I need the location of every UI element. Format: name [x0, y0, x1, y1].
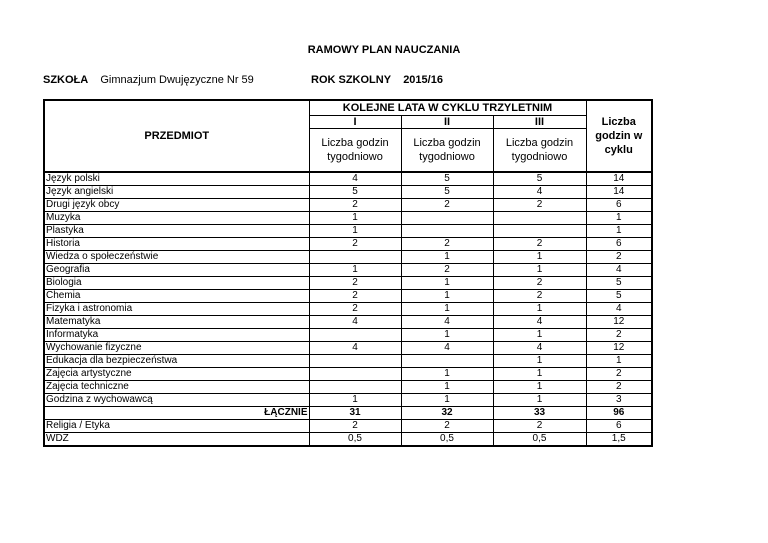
year-2-hours: 2 [401, 264, 493, 277]
weekly-hours-header-2: Liczba godzin tygodniowo [401, 128, 493, 172]
school-year-info [311, 74, 443, 86]
table-row [44, 329, 652, 342]
year-2-hours: 2 [401, 238, 493, 251]
year-3-hours [493, 212, 586, 225]
school-label: SZKOŁA [43, 74, 89, 86]
school-info [43, 74, 254, 86]
subject-name: Geografia [44, 264, 309, 277]
year-2-hours: 1 [401, 251, 493, 264]
cycle-total-hours: 12 [586, 316, 652, 329]
cycle-total-header: Liczba godzin w cyklu [586, 100, 652, 172]
subject-name: Matematyka [44, 316, 309, 329]
year-3-hours [493, 225, 586, 238]
subject-name: Muzyka [44, 212, 309, 225]
year-2-hours: 1 [401, 303, 493, 316]
table-row [44, 316, 652, 329]
cycle-total-hours: 4 [586, 303, 652, 316]
year-1-hours: 4 [309, 172, 401, 186]
cycle-total-hours: 2 [586, 381, 652, 394]
cycle-total-hours: 6 [586, 238, 652, 251]
subject-name: Plastyka [44, 225, 309, 238]
subject-name: Wychowanie fizyczne [44, 342, 309, 355]
cycle-total-hours: 4 [586, 264, 652, 277]
year-3-hours: 4 [493, 316, 586, 329]
table-row [44, 303, 652, 316]
year-1-hours [309, 251, 401, 264]
year-3-hours: 5 [493, 172, 586, 186]
year-1-hours: 1 [309, 212, 401, 225]
year-1-hours [309, 355, 401, 368]
subject-name: Drugi język obcy [44, 199, 309, 212]
subject-header: PRZEDMIOT [44, 100, 309, 172]
subject-name: Informatyka [44, 329, 309, 342]
year-1-hours: 2 [309, 277, 401, 290]
summary-label: ŁĄCZNIE [44, 407, 309, 420]
cycle-total-hours: 5 [586, 290, 652, 303]
cycle-header: KOLEJNE LATA W CYKLU TRZYLETNIM [309, 100, 586, 115]
year-header-2: II [401, 115, 493, 128]
weekly-hours-header-3: Liczba godzin tygodniowo [493, 128, 586, 172]
year-1-hours [309, 329, 401, 342]
table-row [44, 225, 652, 238]
year-2-hours: 32 [401, 407, 493, 420]
year-1-hours [309, 381, 401, 394]
year-2-hours: 4 [401, 316, 493, 329]
cycle-total-hours: 14 [586, 172, 652, 186]
year-1-hours: 1 [309, 394, 401, 407]
year-2-hours: 1 [401, 277, 493, 290]
subject-name: Zajęcia artystyczne [44, 368, 309, 381]
subject-name: WDŻ [44, 433, 309, 447]
subject-name: Wiedza o społeczeństwie [44, 251, 309, 264]
year-2-hours [401, 212, 493, 225]
year-2-hours: 2 [401, 420, 493, 433]
year-3-hours: 1 [493, 264, 586, 277]
cycle-total-hours: 5 [586, 277, 652, 290]
year-1-hours: 1 [309, 264, 401, 277]
school-year-value: 2015/16 [403, 74, 443, 86]
year-3-hours: 2 [493, 199, 586, 212]
year-2-hours: 1 [401, 394, 493, 407]
year-2-hours: 0,5 [401, 433, 493, 447]
cycle-total-hours: 6 [586, 420, 652, 433]
year-2-hours [401, 225, 493, 238]
year-3-hours: 1 [493, 251, 586, 264]
cycle-total-hours: 2 [586, 251, 652, 264]
subject-name: Historia [44, 238, 309, 251]
year-3-hours: 2 [493, 290, 586, 303]
table-row [44, 433, 652, 447]
table-row [44, 172, 652, 186]
year-2-hours: 4 [401, 342, 493, 355]
cycle-total-hours: 3 [586, 394, 652, 407]
year-1-hours: 2 [309, 420, 401, 433]
subject-name: Edukacja dla bezpieczeństwa [44, 355, 309, 368]
table-row [44, 394, 652, 407]
cycle-total-hours: 2 [586, 368, 652, 381]
table-row [44, 381, 652, 394]
year-1-hours: 2 [309, 238, 401, 251]
year-3-hours: 1 [493, 329, 586, 342]
subject-name: Godzina z wychowawcą [44, 394, 309, 407]
table-row [44, 277, 652, 290]
year-2-hours: 1 [401, 329, 493, 342]
year-3-hours: 2 [493, 238, 586, 251]
year-1-hours: 4 [309, 316, 401, 329]
year-3-hours: 1 [493, 394, 586, 407]
year-1-hours: 2 [309, 290, 401, 303]
summary-row [44, 407, 652, 420]
cycle-total-hours: 2 [586, 329, 652, 342]
school-name: Gimnazjum Dwujęzyczne Nr 59 [100, 74, 254, 86]
year-3-hours: 4 [493, 186, 586, 199]
year-1-hours: 2 [309, 303, 401, 316]
subject-name: Biologia [44, 277, 309, 290]
year-3-hours: 2 [493, 420, 586, 433]
year-2-hours [401, 355, 493, 368]
table-row [44, 342, 652, 355]
year-1-hours: 1 [309, 225, 401, 238]
subject-name: Chemia [44, 290, 309, 303]
table-row [44, 368, 652, 381]
subject-name: Język angielski [44, 186, 309, 199]
subject-name: Religia / Etyka [44, 420, 309, 433]
table-row [44, 238, 652, 251]
table-row [44, 199, 652, 212]
cycle-total-hours: 1 [586, 355, 652, 368]
year-3-hours: 0,5 [493, 433, 586, 447]
year-1-hours: 4 [309, 342, 401, 355]
cycle-total-hours: 1,5 [586, 433, 652, 447]
cycle-total-hours: 1 [586, 225, 652, 238]
weekly-hours-header-1: Liczba godzin tygodniowo [309, 128, 401, 172]
year-2-hours: 5 [401, 186, 493, 199]
year-2-hours: 1 [401, 290, 493, 303]
cycle-total-hours: 14 [586, 186, 652, 199]
table-row [44, 264, 652, 277]
year-1-hours [309, 368, 401, 381]
subject-name: Zajęcia techniczne [44, 381, 309, 394]
document-title: RAMOWY PLAN NAUCZANIA [307, 44, 461, 56]
year-3-hours: 1 [493, 381, 586, 394]
year-2-hours: 1 [401, 368, 493, 381]
cycle-total-hours: 96 [586, 407, 652, 420]
year-3-hours: 2 [493, 277, 586, 290]
school-year-label: ROK SZKOLNY [311, 74, 392, 86]
cycle-total-hours: 1 [586, 212, 652, 225]
table-row [44, 290, 652, 303]
table-row [44, 212, 652, 225]
table-row [44, 251, 652, 264]
curriculum-table [43, 99, 653, 447]
subject-name: Fizyka i astronomia [44, 303, 309, 316]
year-3-hours: 1 [493, 303, 586, 316]
year-3-hours: 4 [493, 342, 586, 355]
cycle-total-hours: 12 [586, 342, 652, 355]
year-3-hours: 1 [493, 368, 586, 381]
cycle-total-hours: 6 [586, 199, 652, 212]
year-1-hours: 31 [309, 407, 401, 420]
table-row [44, 355, 652, 368]
year-2-hours: 2 [401, 199, 493, 212]
table-row [44, 420, 652, 433]
table-row [44, 186, 652, 199]
year-3-hours: 33 [493, 407, 586, 420]
year-2-hours: 5 [401, 172, 493, 186]
year-1-hours: 5 [309, 186, 401, 199]
year-header-1: I [309, 115, 401, 128]
year-3-hours: 1 [493, 355, 586, 368]
year-1-hours: 0,5 [309, 433, 401, 447]
subject-name: Język polski [44, 172, 309, 186]
year-2-hours: 1 [401, 381, 493, 394]
year-1-hours: 2 [309, 199, 401, 212]
year-header-3: III [493, 115, 586, 128]
